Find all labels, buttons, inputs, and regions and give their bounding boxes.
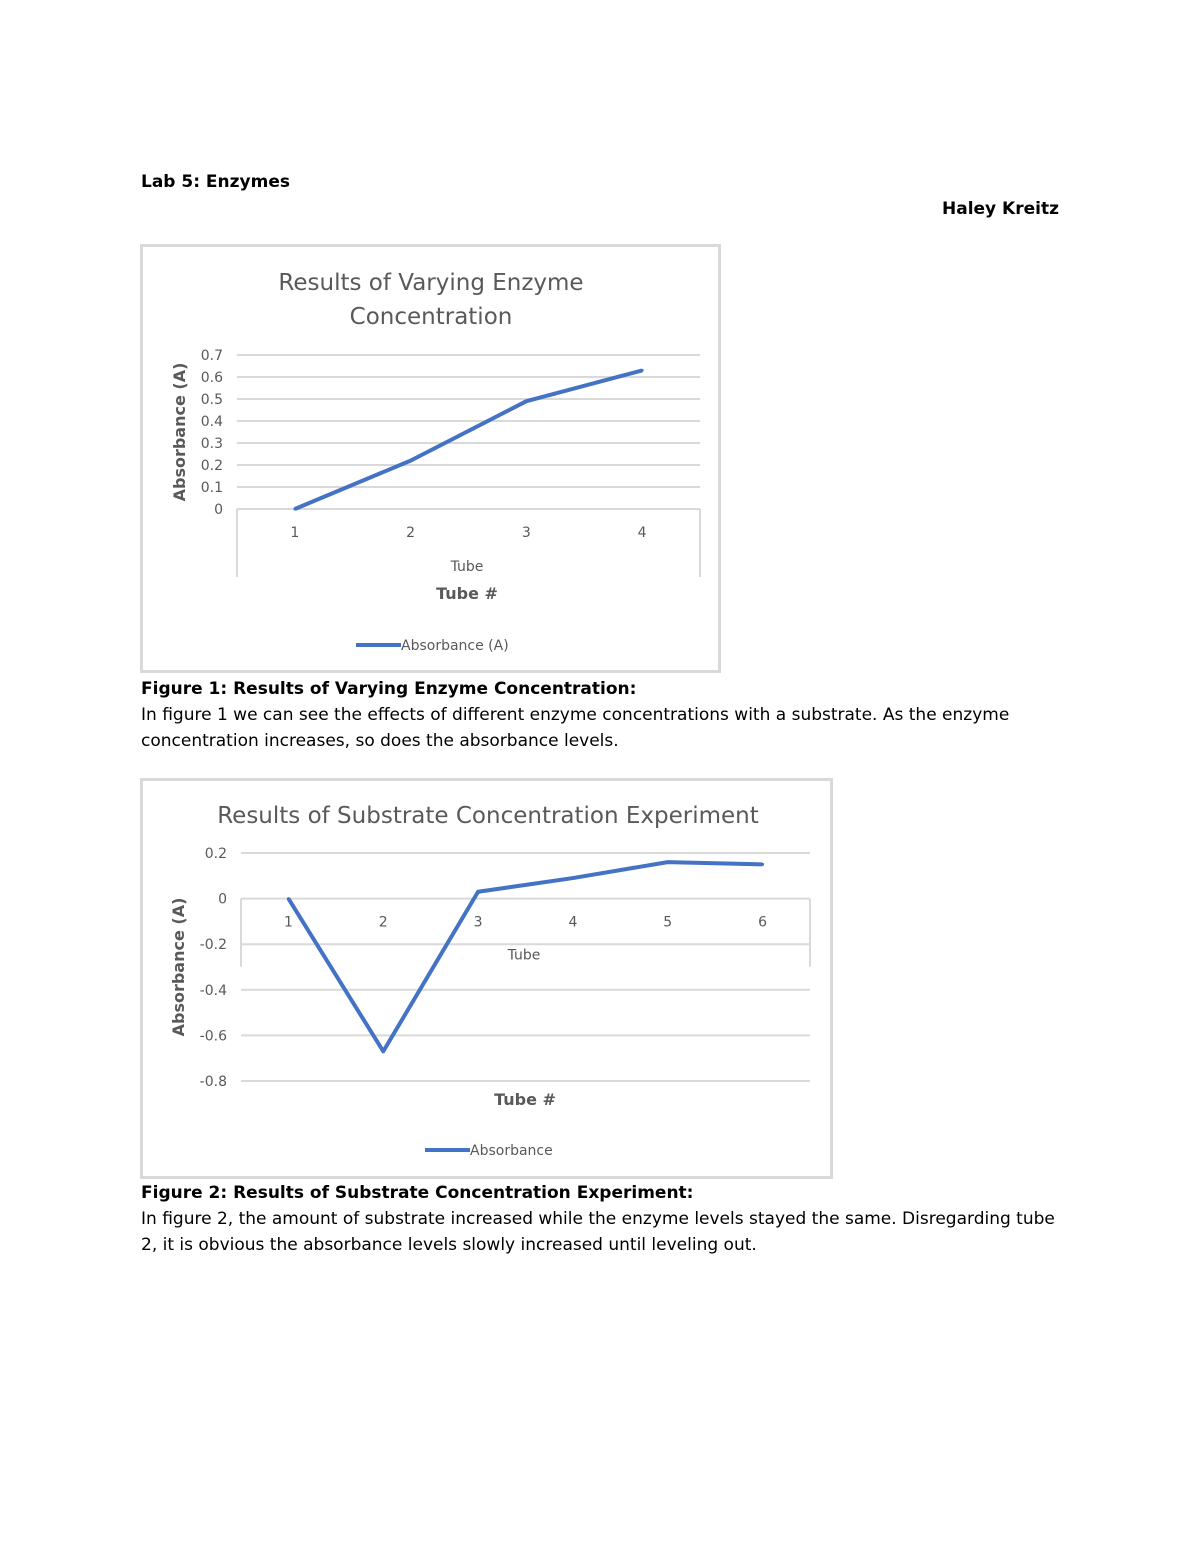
chart-1-container (140, 244, 721, 673)
x-axis-title: Tube # (436, 584, 498, 603)
figure-2-caption-text: In figure 2, the amount of substrate increased while the enzyme levels stayed the same. Disregarding tube 2, it is obvious the absorbance levels slowly increased until leveling out. (141, 1209, 1055, 1255)
data-point (666, 861, 669, 864)
data-point (571, 877, 574, 880)
y-tick-label: 0 (214, 502, 223, 518)
data-point (761, 863, 764, 866)
data-point (477, 890, 480, 893)
figure-2-caption-title: Figure 2: Results of Substrate Concentration Experiment: (141, 1183, 694, 1203)
y-tick-label: -0.6 (199, 1028, 227, 1045)
chart-title: Results of Varying Enzyme (278, 270, 584, 296)
x-tick-label: 2 (378, 914, 388, 931)
x-axis-label: Tube (507, 947, 541, 964)
y-tick-label: 0.5 (200, 392, 223, 408)
y-axis-label: Absorbance (A) (170, 362, 189, 502)
legend-label: Absorbance (A) (401, 638, 509, 654)
data-point (287, 897, 290, 900)
y-tick-label: 0.1 (200, 480, 223, 496)
figure-1-caption-text: In figure 1 we can see the effects of different enzyme concentrations with a substrate. As the enzyme concentration increases, so does the absorbance levels. (141, 705, 1010, 751)
y-tick-label: 0.2 (204, 846, 227, 862)
x-tick-label: 6 (758, 914, 768, 931)
document-author: Haley Kreitz (942, 199, 1059, 219)
y-tick-label: -0.8 (199, 1074, 227, 1090)
legend-label: Absorbance (470, 1143, 553, 1159)
y-tick-label: -0.4 (199, 982, 227, 999)
y-tick-label: 0 (218, 891, 227, 908)
y-tick-label: 0.2 (200, 458, 223, 474)
x-tick-label: 4 (637, 525, 647, 541)
x-tick-label: 1 (283, 914, 293, 931)
data-point (382, 1050, 385, 1053)
data-point (525, 400, 528, 403)
document-title: Lab 5: Enzymes (141, 172, 290, 192)
chart-title: Concentration (349, 304, 513, 330)
x-tick-label: 3 (473, 914, 483, 931)
figure-2-caption (141, 1180, 1061, 1258)
y-tick-label: 0.6 (200, 370, 223, 386)
x-tick-label: 3 (521, 525, 531, 541)
figure-1-caption-title: Figure 1: Results of Varying Enzyme Concentration: (141, 679, 637, 699)
x-tick-label: 4 (568, 914, 578, 931)
data-point (409, 459, 412, 462)
y-tick-label: -0.2 (199, 937, 227, 954)
figure-1-caption (141, 676, 1061, 754)
chart-1 (143, 247, 718, 670)
data-point (293, 508, 296, 511)
y-axis-label: Absorbance (A) (169, 897, 188, 1037)
data-point (641, 369, 644, 372)
x-tick-label: 1 (290, 525, 300, 541)
chart-title: Results of Substrate Concentration Experiment (217, 803, 759, 829)
chart-2-container (140, 778, 833, 1179)
series-line (295, 370, 642, 509)
x-tick-label: 2 (406, 525, 416, 541)
y-tick-label: 0.4 (200, 414, 223, 430)
y-tick-label: 0.7 (200, 348, 223, 364)
y-tick-label: 0.3 (200, 436, 223, 452)
x-axis-label: Tube (450, 559, 484, 575)
x-tick-label: 5 (663, 914, 673, 931)
chart-2 (143, 781, 830, 1176)
x-axis-title: Tube # (494, 1090, 556, 1109)
